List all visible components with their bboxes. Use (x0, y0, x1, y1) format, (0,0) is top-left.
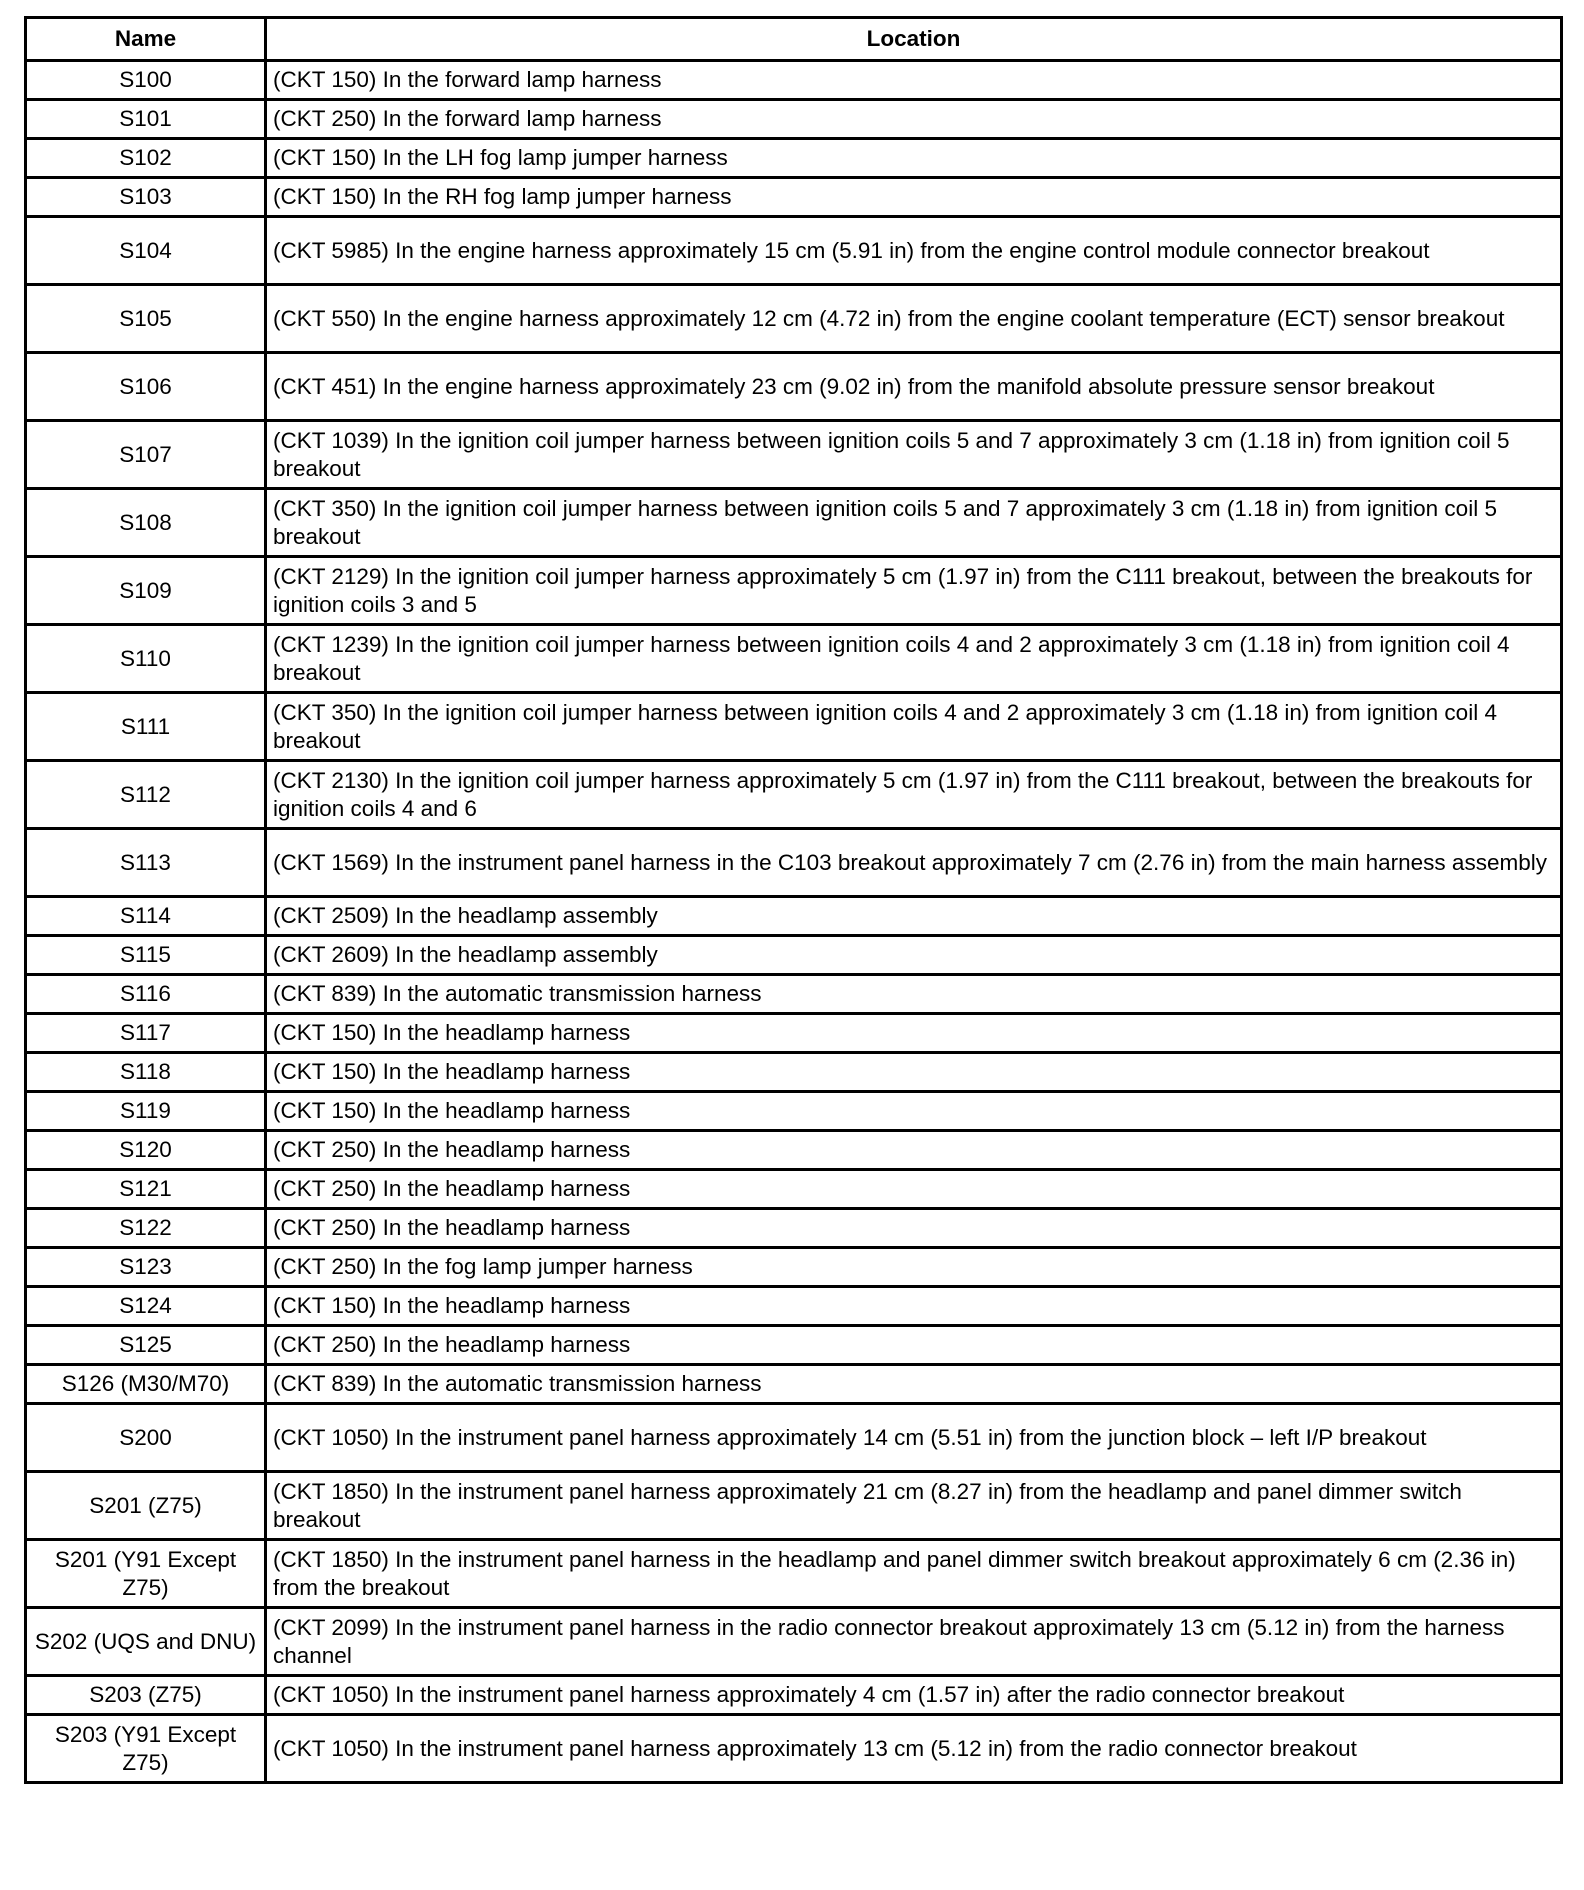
splice-name-cell: S117 (26, 1014, 266, 1053)
table-row (26, 1053, 1562, 1092)
table-row (26, 421, 1562, 489)
splice-name-cell: S103 (26, 178, 266, 217)
table-row (26, 829, 1562, 897)
name-column-header: Name (26, 18, 266, 61)
table-row (26, 1715, 1562, 1783)
splice-name-cell: S123 (26, 1248, 266, 1287)
table-row (26, 100, 1562, 139)
header-row (26, 18, 1562, 61)
table-row (26, 489, 1562, 557)
splice-location-cell: (CKT 350) In the ignition coil jumper harness between ignition coils 4 and 2 approximately 3 cm (1.18 in) from ignition coil 4 breakout (266, 693, 1562, 761)
splice-name-cell: S102 (26, 139, 266, 178)
table-row (26, 1014, 1562, 1053)
table-row (26, 285, 1562, 353)
splice-name-cell: S101 (26, 100, 266, 139)
splice-name-cell: S125 (26, 1326, 266, 1365)
splice-name-cell: S115 (26, 936, 266, 975)
table-row (26, 693, 1562, 761)
splice-location-cell: (CKT 250) In the fog lamp jumper harness (266, 1248, 1562, 1287)
splice-location-cell: (CKT 2129) In the ignition coil jumper harness approximately 5 cm (1.97 in) from the C111 breakout, between the breakouts for ignition coils 3 and 5 (266, 557, 1562, 625)
table-row (26, 1540, 1562, 1608)
splice-name-cell: S200 (26, 1404, 266, 1472)
splice-name-cell: S122 (26, 1209, 266, 1248)
table-row (26, 1287, 1562, 1326)
splice-name-cell: S110 (26, 625, 266, 693)
table-row (26, 1326, 1562, 1365)
splice-location-cell: (CKT 250) In the headlamp harness (266, 1326, 1562, 1365)
splice-name-cell: S104 (26, 217, 266, 285)
splice-location-cell: (CKT 1850) In the instrument panel harness in the headlamp and panel dimmer switch breakout approximately 6 cm (2.36 in) from the breakout (266, 1540, 1562, 1608)
splice-name-cell: S113 (26, 829, 266, 897)
splice-name-cell: S116 (26, 975, 266, 1014)
splice-name-cell: S118 (26, 1053, 266, 1092)
splice-location-cell: (CKT 5985) In the engine harness approximately 15 cm (5.91 in) from the engine control module connector breakout (266, 217, 1562, 285)
splice-name-cell: S105 (26, 285, 266, 353)
splice-location-cell: (CKT 839) In the automatic transmission harness (266, 1365, 1562, 1404)
splice-location-cell: (CKT 1050) In the instrument panel harness approximately 4 cm (1.57 in) after the radio connector breakout (266, 1676, 1562, 1715)
splice-location-cell: (CKT 150) In the headlamp harness (266, 1014, 1562, 1053)
splice-location-cell: (CKT 1050) In the instrument panel harness approximately 14 cm (5.51 in) from the junction block – left I/P breakout (266, 1404, 1562, 1472)
table-row (26, 1608, 1562, 1676)
table-header (26, 18, 1562, 61)
table-row (26, 557, 1562, 625)
location-column-header: Location (266, 18, 1562, 61)
splice-location-cell: (CKT 2609) In the headlamp assembly (266, 936, 1562, 975)
table-row (26, 1676, 1562, 1715)
splice-location-cell: (CKT 150) In the headlamp harness (266, 1287, 1562, 1326)
splice-location-cell: (CKT 250) In the headlamp harness (266, 1131, 1562, 1170)
table-row (26, 1248, 1562, 1287)
splice-location-cell: (CKT 839) In the automatic transmission harness (266, 975, 1562, 1014)
splice-location-cell: (CKT 2099) In the instrument panel harness in the radio connector breakout approximately 13 cm (5.12 in) from the harness channel (266, 1608, 1562, 1676)
table-body (26, 61, 1562, 1783)
splice-location-cell: (CKT 350) In the ignition coil jumper harness between ignition coils 5 and 7 approximately 3 cm (1.18 in) from ignition coil 5 breakout (266, 489, 1562, 557)
splice-name-cell: S107 (26, 421, 266, 489)
table-row (26, 61, 1562, 100)
splice-location-cell: (CKT 1050) In the instrument panel harness approximately 13 cm (5.12 in) from the radio connector breakout (266, 1715, 1562, 1783)
splice-location-cell: (CKT 150) In the forward lamp harness (266, 61, 1562, 100)
splice-name-cell: S114 (26, 897, 266, 936)
splice-name-cell: S120 (26, 1131, 266, 1170)
splice-location-cell: (CKT 250) In the headlamp harness (266, 1170, 1562, 1209)
splice-name-cell: S109 (26, 557, 266, 625)
table-row (26, 1170, 1562, 1209)
table-row (26, 139, 1562, 178)
splice-location-cell: (CKT 150) In the headlamp harness (266, 1092, 1562, 1131)
splice-name-cell: S124 (26, 1287, 266, 1326)
table-row (26, 936, 1562, 975)
splice-location-cell: (CKT 1039) In the ignition coil jumper harness between ignition coils 5 and 7 approximately 3 cm (1.18 in) from ignition coil 5 breakout (266, 421, 1562, 489)
splice-location-cell: (CKT 1239) In the ignition coil jumper harness between ignition coils 4 and 2 approximately 3 cm (1.18 in) from ignition coil 4 breakout (266, 625, 1562, 693)
table-row (26, 975, 1562, 1014)
splice-name-cell: S202 (UQS and DNU) (26, 1608, 266, 1676)
splice-location-cell: (CKT 150) In the RH fog lamp jumper harness (266, 178, 1562, 217)
table-row (26, 1365, 1562, 1404)
table-row (26, 625, 1562, 693)
splice-name-cell: S100 (26, 61, 266, 100)
splice-name-cell: S126 (M30/M70) (26, 1365, 266, 1404)
splice-name-cell: S106 (26, 353, 266, 421)
table-row (26, 178, 1562, 217)
splice-location-cell: (CKT 1569) In the instrument panel harness in the C103 breakout approximately 7 cm (2.76 in) from the main harness assembly (266, 829, 1562, 897)
splice-location-cell: (CKT 250) In the forward lamp harness (266, 100, 1562, 139)
splice-location-cell: (CKT 451) In the engine harness approximately 23 cm (9.02 in) from the manifold absolute pressure sensor breakout (266, 353, 1562, 421)
splice-location-cell: (CKT 1850) In the instrument panel harness approximately 21 cm (8.27 in) from the headlamp and panel dimmer switch breakout (266, 1472, 1562, 1540)
splice-name-cell: S201 (Y91 Except Z75) (26, 1540, 266, 1608)
splice-location-table-container (24, 16, 1560, 1784)
splice-name-cell: S203 (Z75) (26, 1676, 266, 1715)
splice-location-table (24, 16, 1563, 1784)
table-row (26, 217, 1562, 285)
table-row (26, 1404, 1562, 1472)
splice-name-cell: S111 (26, 693, 266, 761)
splice-name-cell: S203 (Y91 Except Z75) (26, 1715, 266, 1783)
splice-name-cell: S121 (26, 1170, 266, 1209)
splice-location-cell: (CKT 150) In the LH fog lamp jumper harness (266, 139, 1562, 178)
splice-location-cell: (CKT 250) In the headlamp harness (266, 1209, 1562, 1248)
table-row (26, 1472, 1562, 1540)
table-row (26, 1131, 1562, 1170)
splice-name-cell: S108 (26, 489, 266, 557)
splice-name-cell: S201 (Z75) (26, 1472, 266, 1540)
splice-location-cell: (CKT 2509) In the headlamp assembly (266, 897, 1562, 936)
table-row (26, 897, 1562, 936)
table-row (26, 353, 1562, 421)
table-row (26, 1209, 1562, 1248)
splice-location-cell: (CKT 550) In the engine harness approximately 12 cm (4.72 in) from the engine coolant temperature (ECT) sensor breakout (266, 285, 1562, 353)
splice-location-cell: (CKT 150) In the headlamp harness (266, 1053, 1562, 1092)
splice-location-cell: (CKT 2130) In the ignition coil jumper harness approximately 5 cm (1.97 in) from the C111 breakout, between the breakouts for ignition coils 4 and 6 (266, 761, 1562, 829)
table-row (26, 761, 1562, 829)
table-row (26, 1092, 1562, 1131)
splice-name-cell: S112 (26, 761, 266, 829)
splice-name-cell: S119 (26, 1092, 266, 1131)
